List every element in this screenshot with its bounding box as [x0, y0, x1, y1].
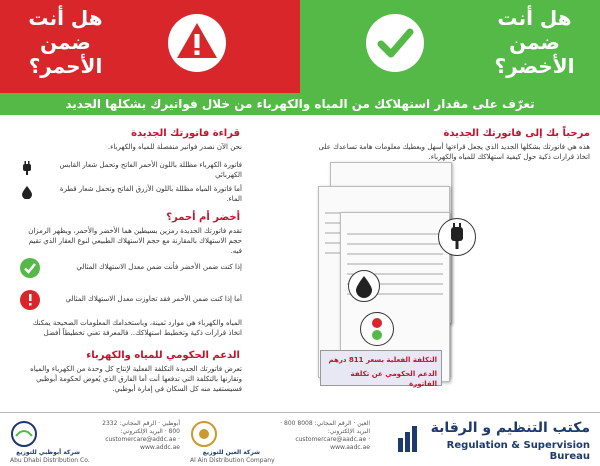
- section2-note: المياه والكهرباء هي موارد ثمينة، وباستخدامك المعلومات الصحيحة يمكنك اتخاذ قرارات ذكية وتخطيط استهلاكك.. فالمعرفة تعني تخطيطاً أفضل: [32, 319, 242, 337]
- bill-highlight-2: الدعم الحكومي عن تكلفة الفاتورة: [350, 370, 437, 388]
- aadc-name-en: Al Ain Distribution Company: [190, 457, 275, 464]
- section2-red: أما إذا كنت ضمن الأحمر فقد تجاوزت معدل الاستهلاك المثالي: [65, 295, 242, 303]
- welcome-heading: مرحباً بك إلى فاتورتك الجديدة: [443, 128, 590, 139]
- footer-divider: [0, 412, 600, 413]
- section2-green: إذا كنت ضمن الأخضر فأنت ضمن معدل الاستهلاك المثالي: [76, 263, 242, 271]
- red-warning-icon: [20, 290, 40, 310]
- aadc-contact: العين · الرقم المجاني: 8008 800 · البريد الإلكتروني: customercare@aadc.ae · www.aadc.ae: [280, 420, 370, 451]
- green-check-icon: [20, 258, 40, 278]
- bill-highlight-1: التكلفة الفعلية بسعر 811 درهم: [328, 356, 437, 364]
- section1-item2: أما فاتورة المياه مظللة باللون الأزرق الفاتح وتحمل شعار قطرة الماء.: [59, 185, 242, 203]
- plug-icon: [20, 160, 34, 174]
- plug-callout: [438, 218, 476, 256]
- drop-callout: [348, 270, 380, 302]
- section2-body: تقدم فاتورتك الجديدة رمزين بسيطين هما الأخضر والأحمر، ويظهر الرمزان حجم الاستهلاك بالمقارنة مع حجم الاستهلاك الطبيعي لنوع العقار الذي تقيم فيه.: [28, 227, 242, 255]
- drop-icon: [20, 184, 34, 198]
- red-title: هل أنت ضمن الأحمر؟: [28, 6, 103, 78]
- rsb-name-ar: مكتب التنظيم و الرقابة: [430, 420, 590, 436]
- addc-name-en: Abu Dhabi Distribution Co.: [10, 457, 90, 464]
- tagline: تعرّف على مقدار استهلاكك من المياه والكهرباء من خلال فواتيرك بشكلها الجديد: [0, 93, 600, 115]
- aadc-name-ar: شركة العين للتوزيع: [202, 449, 260, 456]
- section1-title: قراءة فاتورتك الجديدة: [131, 128, 240, 139]
- green-title: هل أنت ضمن الأخضر؟: [494, 6, 575, 78]
- addc-name-ar: شركة أبوظبي للتوزيع: [16, 449, 80, 456]
- section1-item1: فاتورة الكهرباء مظللة باللون الأحمر الفاتح وتحمل شعار القابس الكهربائي: [59, 161, 242, 179]
- subsidy-highlight: [320, 350, 442, 386]
- section3-title: الدعم الحكومي للمياه والكهرباء: [86, 350, 240, 361]
- section1-body: نحن الآن نصدر فواتير منفصلة للمياه والكهرباء.: [107, 143, 242, 151]
- green-banner: [300, 0, 600, 93]
- aadc-logo: [190, 420, 218, 448]
- addc-contact: أبوظبي · الرقم المجاني: 2332 800 · البريد الإلكتروني: customercare@addc.ae · www.addc.ae: [102, 420, 180, 451]
- warning-icon: [168, 14, 226, 72]
- rsb-name-en: Regulation & Supervision Bureau: [446, 440, 590, 462]
- section2-title: أخضر أم أحمر؟: [166, 212, 240, 223]
- section3-body: تعرض فاتورتك الجديدة التكلفة الفعلية لإنتاج كل وحدة من الكهرباء والمياه وتقارنها بالتكلفة التي تدفعها أنت أما الفارق الذي يُعوض لحكومة أبوظبي فسيستفيد منه كل السكان في إمارة أبوظبي.: [30, 365, 242, 393]
- red-banner: [0, 0, 300, 93]
- addc-logo: [10, 420, 38, 448]
- welcome-body: هذه هي فاتورتك بشكلها الجديد الذي يجعل قراءتها أسهل ويعطيك معلومات هامة تساعدك على اتخاذ قرارات ذكية حول كيفية استهلاكك للمياه والكهرباء.: [318, 143, 590, 161]
- checkmark-icon: [366, 14, 424, 72]
- rsb-logo: [396, 424, 420, 452]
- status-callout: [360, 312, 394, 346]
